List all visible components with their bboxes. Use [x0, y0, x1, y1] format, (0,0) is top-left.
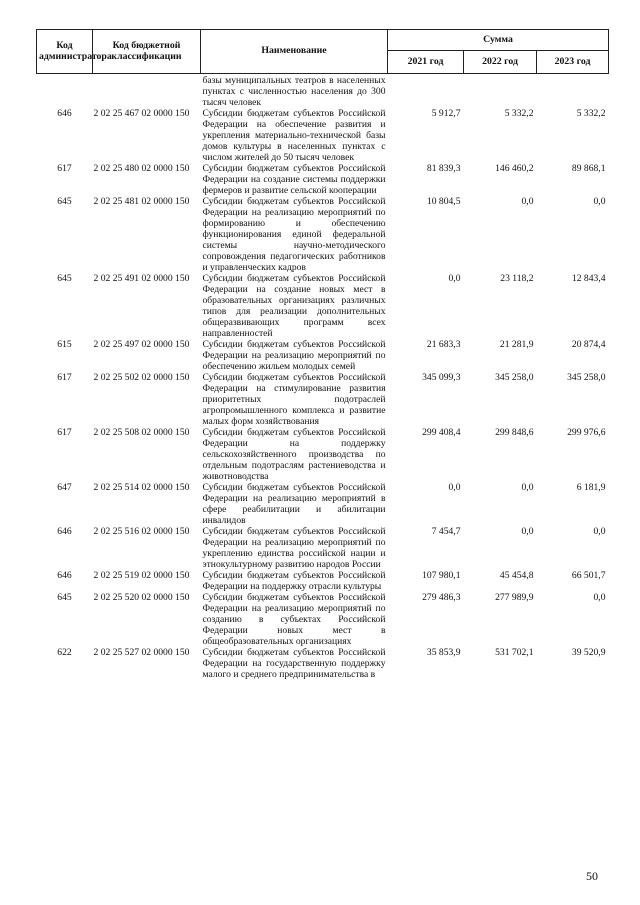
amount-2021-cell: 107 980,1	[422, 570, 461, 581]
table-row	[37, 526, 609, 570]
amount-2021-cell: 7 454,7	[431, 526, 461, 537]
table-row	[37, 74, 609, 109]
amount-2023-cell: 20 874,4	[571, 339, 606, 350]
admin-code-cell: 617	[57, 372, 72, 383]
amount-2021-cell: 345 099,3	[422, 372, 461, 383]
amount-2021-cell	[388, 74, 464, 109]
name-cell: Субсидии бюджетам субъектов Российской Федерации на обеспечение развития и укрепления материально-технической базы домов культуры в населенных пунктах с числом жителей до 50 тысяч человек	[202, 108, 386, 163]
amount-2021-cell: 21 683,3	[426, 339, 461, 350]
table-row	[37, 163, 609, 196]
amount-2021-cell: 81 839,3	[426, 163, 461, 174]
page-number: 50	[586, 869, 598, 883]
amount-2022-cell: 531 702,1	[495, 647, 534, 658]
table-row	[37, 339, 609, 372]
amount-2023-cell: 345 258,0	[567, 372, 606, 383]
name-cell: Субсидии бюджетам субъектов Российской Федерации на поддержку отрасли культуры	[202, 570, 386, 592]
table-row	[37, 482, 609, 526]
table-row	[37, 372, 609, 427]
admin-code-cell: 646	[57, 570, 72, 581]
amount-2022-cell: 5 332,2	[504, 108, 534, 119]
name-cell: Субсидии бюджетам субъектов Российской Федерации на поддержку сельскохозяйственного производства по отдельным подотраслям растениеводства и животноводства	[202, 427, 386, 482]
name-cell: Субсидии бюджетам субъектов Российской Федерации на реализацию мероприятий по укреплению единства российской нации и этнокультурному развитию народов России	[202, 526, 386, 570]
amount-2022-cell: 23 118,2	[500, 273, 534, 284]
budget-code-cell: 2 02 25 481 02 0000 150	[93, 196, 190, 207]
table-row	[37, 273, 609, 339]
amount-2021-cell: 299 408,4	[422, 427, 461, 438]
budget-code-cell: 2 02 25 527 02 0000 150	[93, 647, 190, 658]
amount-2023-cell: 0,0	[593, 196, 606, 207]
table-row	[37, 108, 609, 163]
admin-code-cell: 645	[57, 273, 72, 284]
amount-2023-cell	[537, 74, 609, 109]
budget-code-cell: 2 02 25 508 02 0000 150	[93, 427, 190, 438]
name-cell: Субсидии бюджетам субъектов Российской Федерации на создание новых мест в образовательных организациях различных типов для реализации дополнительных общеразвивающих программ всех направленностей	[202, 273, 386, 339]
amount-2022-cell: 21 281,9	[499, 339, 534, 350]
amount-2021-cell: 35 853,9	[426, 647, 461, 658]
table-row	[37, 570, 609, 592]
amount-2021-cell: 279 486,3	[422, 592, 461, 603]
admin-code-cell: 645	[57, 592, 72, 603]
name-cell: Субсидии бюджетам субъектов Российской Федерации на реализацию мероприятий по обеспечению жильем молодых семей	[202, 339, 386, 372]
amount-2022-cell: 0,0	[521, 196, 534, 207]
budget-code-cell: 2 02 25 497 02 0000 150	[93, 339, 190, 350]
header-sum: Сумма	[388, 30, 609, 51]
budget-document	[36, 29, 608, 680]
admin-code-cell: 645	[57, 196, 72, 207]
amount-2023-cell: 0,0	[593, 526, 606, 537]
header-budget-code: Код бюджетной классификации	[93, 30, 201, 74]
amount-2022-cell: 0,0	[521, 526, 534, 537]
amount-2021-cell: 5 912,7	[431, 108, 461, 119]
admin-code-cell: 647	[57, 482, 72, 493]
budget-code-cell: 2 02 25 480 02 0000 150	[93, 163, 190, 174]
name-cell: Субсидии бюджетам субъектов Российской Федерации на реализацию мероприятий по формированию и обеспечению функционирования единой федеральной системы научно-методического сопровождения педагогических работников и управленческих кадров	[202, 196, 386, 273]
amount-2023-cell: 6 181,9	[576, 482, 606, 493]
admin-code-cell	[37, 74, 93, 109]
budget-code-cell: 2 02 25 491 02 0000 150	[93, 273, 190, 284]
amount-2022-cell: 277 989,9	[495, 592, 534, 603]
name-cell: Субсидии бюджетам субъектов Российской Федерации на реализацию мероприятий по созданию в субъектах Российской Федерации новых мест в общеобразовательных организациях	[202, 592, 386, 647]
budget-code-cell	[93, 74, 201, 109]
amount-2023-cell: 5 332,2	[576, 108, 606, 119]
amount-2022-cell: 45 454,8	[499, 570, 534, 581]
admin-code-cell: 622	[57, 647, 72, 658]
budget-table	[36, 29, 609, 680]
amount-2023-cell: 39 520,9	[571, 647, 606, 658]
table-row	[37, 427, 609, 482]
amount-2022-cell: 345 258,0	[495, 372, 534, 383]
name-cell: Субсидии бюджетам субъектов Российской Федерации на государственную поддержку малого и среднего предпринимательства в	[202, 647, 386, 680]
amount-2023-cell: 12 843,4	[571, 273, 606, 284]
name-cell: Субсидии бюджетам субъектов Российской Федерации на стимулирование развития приоритетных подотраслей агропромышленного комплекса и развитие малых форм хозяйствования	[202, 372, 386, 427]
table-row	[37, 592, 609, 647]
name-cell: Субсидии бюджетам субъектов Российской Федерации на создание системы поддержки фермеров и развитие сельской кооперации	[202, 163, 386, 196]
admin-code-cell: 646	[57, 108, 72, 119]
amount-2021-cell: 0,0	[448, 273, 461, 284]
admin-code-cell: 615	[57, 339, 72, 350]
header-name: Наименование	[201, 30, 388, 74]
table-row	[37, 196, 609, 273]
budget-code-cell: 2 02 25 502 02 0000 150	[93, 372, 190, 383]
header-year-2022: 2022 год	[464, 51, 537, 74]
admin-code-cell: 617	[57, 427, 72, 438]
table-body	[37, 74, 609, 681]
amount-2022-cell: 299 848,6	[495, 427, 534, 438]
amount-2023-cell: 0,0	[593, 592, 606, 603]
amount-2021-cell: 10 804,5	[426, 196, 461, 207]
table-row	[37, 647, 609, 680]
budget-code-cell: 2 02 25 520 02 0000 150	[93, 592, 190, 603]
name-cell: базы муниципальных театров в населенных пунктах с численностью населения до 300 тысяч человек	[202, 75, 386, 108]
amount-2023-cell: 89 868,1	[571, 163, 606, 174]
admin-code-cell: 617	[57, 163, 72, 174]
budget-code-cell: 2 02 25 519 02 0000 150	[93, 570, 190, 581]
amount-2022-cell: 0,0	[521, 482, 534, 493]
amount-2023-cell: 299 976,6	[567, 427, 606, 438]
table-header	[37, 30, 609, 74]
admin-code-cell: 646	[57, 526, 72, 537]
name-cell: Субсидии бюджетам субъектов Российской Федерации на реализацию мероприятий в сфере реабилитации и абилитации инвалидов	[202, 482, 386, 526]
budget-code-cell: 2 02 25 514 02 0000 150	[93, 482, 190, 493]
amount-2022-cell: 146 460,2	[495, 163, 534, 174]
budget-code-cell: 2 02 25 516 02 0000 150	[93, 526, 190, 537]
amount-2023-cell: 66 501,7	[571, 570, 606, 581]
header-year-2021: 2021 год	[388, 51, 464, 74]
header-admin-code: Код администратора	[37, 30, 93, 74]
amount-2021-cell: 0,0	[448, 482, 461, 493]
header-year-2023: 2023 год	[537, 51, 609, 74]
budget-code-cell: 2 02 25 467 02 0000 150	[93, 108, 190, 119]
amount-2022-cell	[464, 74, 537, 109]
